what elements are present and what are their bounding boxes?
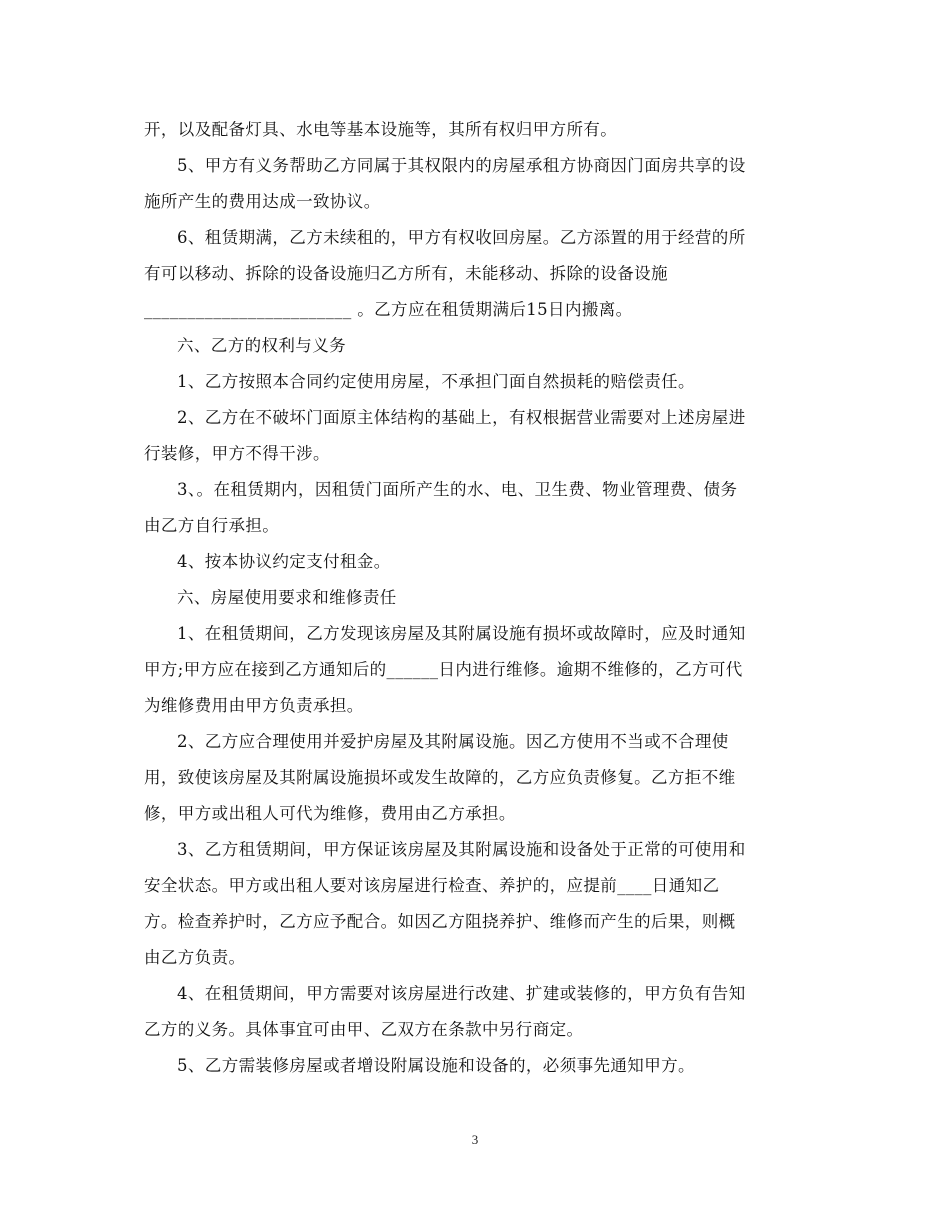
paragraph-11 [144,724,808,832]
text-line: 4、按本协议约定支付租金。 [177,552,391,571]
text-line: 3、乙方租赁期间，甲方保证该房屋及其附属设施和设备处于正常的可使用和 [177,840,746,859]
text-line: 修，甲方或出租人可代为维修，费用由乙方承担。 [144,804,516,823]
paragraph-1 [144,112,808,148]
document-body [144,112,808,1084]
text-line: 2、乙方应合理使用并爱护房屋及其附属设施。因乙方使用不当或不合理使 [177,732,729,751]
text-line: 5、甲方有义务帮助乙方同属于其权限内的房屋承租方协商因门面房共享的设 [177,156,746,175]
paragraph-2 [144,148,808,220]
text-line: 有可以移动、拆除的设备设施归乙方所有，未能移动、拆除的设备设施 [144,264,668,283]
paragraph-13 [144,976,808,1048]
text-line: 1、在租赁期间，乙方发现该房屋及其附属设施有损坏或故障时，应及时通知 [177,624,746,643]
paragraph-5 [144,364,808,400]
text-line: 1、乙方按照本合同约定使用房屋，不承担门面自然损耗的赔偿责任。 [177,372,695,391]
text-line: 方。检查养护时，乙方应予配合。如因乙方阻挠养护、维修而产生的后果，则概 [144,912,736,931]
section-heading-tenant-rights [144,328,808,364]
text-line: 6、租赁期满，乙方未续租的，甲方有权收回房屋。乙方添置的用于经营的所 [177,228,746,247]
section-heading-usage-repair [144,580,808,616]
text-line: 2、乙方在不破坏门面原主体结构的基础上，有权根据营业需要对上述房屋进 [177,408,746,427]
text-line: 3、。在租赁期内，因租赁门面所产生的水、电、卫生费、物业管理费、债务 [177,480,738,499]
text-line: 施所产生的费用达成一致协议。 [144,192,381,211]
text-line: 由乙方自行承担。 [144,516,280,535]
paragraph-8 [144,544,808,580]
text-line: 乙方的义务。具体事宜可由甲、乙双方在条款中另行商定。 [144,1020,584,1039]
text-line: 六、乙方的权利与义务 [177,336,346,355]
paragraph-6 [144,400,808,472]
text-line: 5、乙方需装修房屋或者增设附属设施和设备的，必须事先通知甲方。 [177,1056,695,1075]
text-line: 行装修，甲方不得干涉。 [144,444,330,463]
paragraph-3 [144,220,808,328]
text-line: 开，以及配备灯具、水电等基本设施等，其所有权归甲方所有。 [144,120,618,139]
text-line: 甲方;甲方应在接到乙方通知后的______日内进行维修。逾期不维修的，乙方可代 [144,660,743,679]
page-number: 3 [471,1132,479,1147]
text-line: 安全状态。甲方或出租人要对该房屋进行检查、养护的，应提前____日通知乙 [144,876,720,895]
paragraph-12 [144,832,808,976]
text-line: ________________________ 。乙方应在租赁期满后15日内搬离。 [144,300,633,319]
text-line: 由乙方负责。 [144,948,246,967]
text-line: 4、在租赁期间，甲方需要对该房屋进行改建、扩建或装修的，甲方负有告知 [177,984,746,1003]
paragraph-10 [144,616,808,724]
text-line: 用，致使该房屋及其附属设施损坏或发生故障的，乙方应负责修复。乙方拒不维 [144,768,736,787]
text-line: 六、房屋使用要求和维修责任 [177,588,397,607]
text-line: 为维修费用由甲方负责承担。 [144,696,364,715]
paragraph-7 [144,472,808,544]
paragraph-14 [144,1048,808,1084]
